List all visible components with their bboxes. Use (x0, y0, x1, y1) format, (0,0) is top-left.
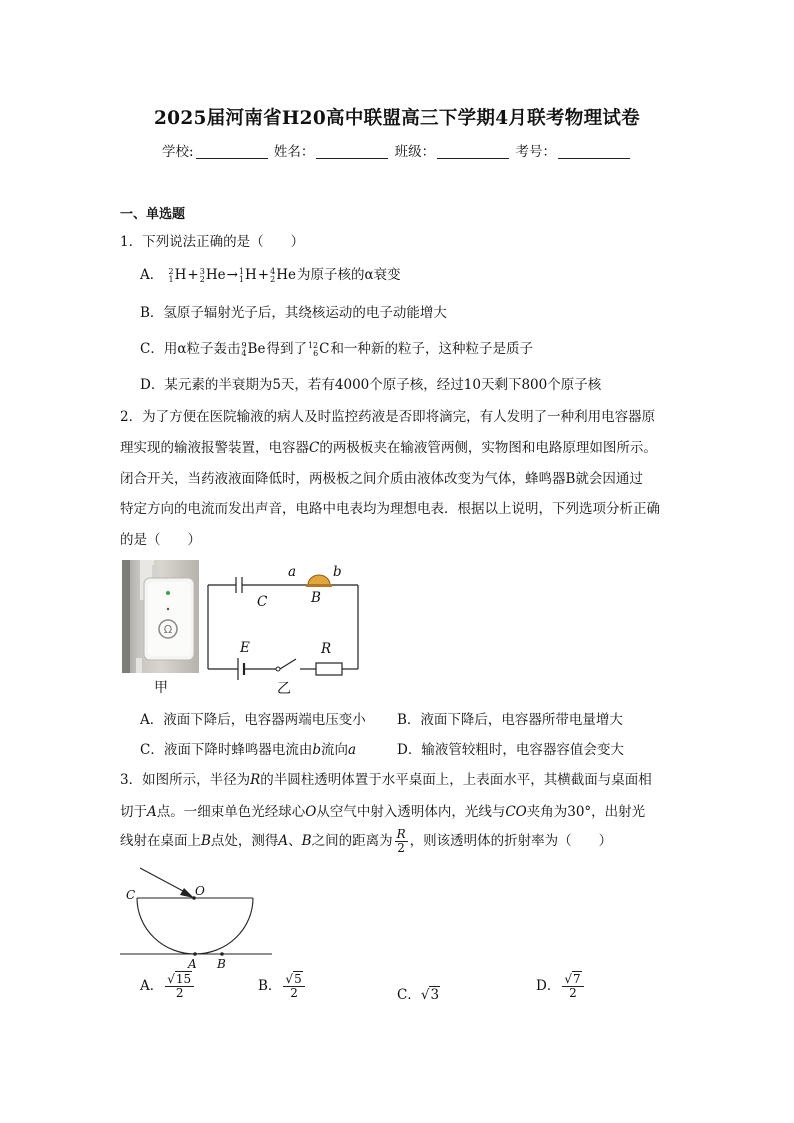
q2-option-c (140, 738, 356, 758)
buzzer-terminal-a-label: a (288, 564, 297, 580)
exam-number-label: 考号： (515, 144, 556, 160)
q3-option-a-frac: $\frac{√15}{2}$ (165, 973, 194, 1000)
q2-line-2 (120, 436, 657, 456)
q3-point-b-2: B (301, 833, 312, 849)
q2-line-5: 的是（ ） (120, 532, 201, 548)
q3-option-d (536, 973, 586, 1000)
q3-option-c-radicand: 3 (430, 987, 440, 1003)
q3-option-d-radicand: 7 (572, 972, 581, 986)
q3-option-c-sqrt: √3 (420, 987, 440, 1003)
q3-frac-num: R (396, 827, 406, 841)
q3-option-c-label: C． (397, 987, 421, 1003)
q3-fraction-r-over-2 (395, 828, 408, 855)
q3-option-d-label: D． (536, 978, 561, 994)
nuclide-he4: 4 2 He (270, 266, 296, 284)
q3-option-b (258, 973, 307, 1000)
q3-option-c (397, 983, 440, 1003)
school-blank (196, 144, 268, 159)
infusion-device-photo (122, 560, 199, 673)
q3-option-d-den: 2 (569, 986, 577, 1000)
q3-point-a-2: A (278, 833, 289, 849)
q2-option-c-pre: C．液面下降时蜂鸣器电流由 (140, 742, 313, 758)
exam-title: 2025届河南省H20高中联盟高三下学期4月联考物理试卷 (154, 108, 640, 129)
class-blank (437, 144, 509, 159)
semicircle-diagram (118, 860, 278, 970)
nuclide-be9: 9 4 Be (241, 340, 266, 358)
capacitor-label: C (257, 594, 268, 610)
q1-option-b: B．氢原子辐射光子后，其绕核运动的电子动能增大 (140, 305, 447, 321)
q3-figure-label-b: B (217, 957, 226, 971)
q2-option-c-mid: 流向 (321, 742, 348, 758)
school-label: 学校: (162, 144, 194, 160)
buzzer-label: B (311, 590, 321, 606)
battery-label: E (240, 640, 250, 656)
resistor-label: R (321, 641, 332, 657)
q3-option-a-radicand: 15 (175, 972, 192, 986)
nuclide-c12: 12 6 C (307, 340, 330, 358)
figure-label-yi: 乙 (277, 681, 291, 697)
q3-line-3b: 点处，测得 (210, 833, 279, 849)
q3-line-3c: 、 (288, 833, 302, 849)
q3-option-b-den: 2 (290, 986, 298, 1000)
q1-option-c-prefix: C．用α粒子轰击 (140, 341, 241, 357)
buzzer-terminal-b-label: b (333, 564, 342, 580)
figure-label-jia: 甲 (154, 680, 168, 696)
q3-frac-den: 2 (397, 841, 405, 855)
q1-option-c-suffix: 和一种新的粒子，这种粒子是质子 (330, 341, 533, 357)
q3-point-o: O (305, 804, 317, 820)
q3-figure-label-o: O (195, 884, 205, 898)
q3-line-3a: 线射在桌面上 (120, 833, 201, 849)
svg-text:Ω: Ω (163, 623, 173, 636)
q3-line-1 (120, 768, 652, 788)
q1-option-c (140, 337, 533, 358)
q3-segment-co: CO (505, 804, 527, 820)
q3-radius-symbol: R (250, 772, 261, 788)
q1-stem: 1．下列说法正确的是（ ） (120, 234, 305, 250)
circuit-diagram (200, 558, 370, 698)
q2-line-3: 闭合开关，当药液液面降低时，两极板之间介质由液体改变为气体，蜂鸣器B就会因通过 (120, 471, 643, 487)
q2-option-c-a: a (348, 742, 357, 758)
q3-option-b-radicand: 5 (294, 972, 302, 986)
nuclide-he3: 3 2 He (199, 266, 226, 284)
q3-option-d-frac: $\frac{√7}{2}$ (562, 973, 583, 1000)
q2-option-a: A．液面下降后，电容器两端电压变小 (140, 712, 366, 728)
exam-number-blank (558, 144, 630, 159)
q2-option-d: D．输液管较粗时，电容器容值会变大 (397, 742, 624, 758)
q3-option-a-label: A． (140, 978, 164, 994)
q1-option-a: A． 2 1 H+ 3 2 He→ 1 1 H+ 4 2 He为原子核的α衰变 (140, 266, 401, 284)
q3-line-2b: 点。一细束单色光经球心 (156, 804, 306, 820)
section-heading: 一、单选题 (120, 207, 186, 222)
q3-figure-label-a: A (188, 957, 197, 971)
class-label: 班级： (394, 144, 436, 160)
q3-point-a: A (147, 804, 157, 820)
q1-option-c-mid: 得到了 (266, 341, 307, 357)
q3-line-1a: 3．如图所示，半径为 (120, 772, 251, 788)
q1-option-a-label: A． (140, 267, 164, 283)
q2-line-4: 特定方向的电流而发出声音，电路中电表均为理想电表．根据以上说明，下列选项分析正确 (120, 501, 660, 517)
q3-option-a (140, 973, 196, 1000)
q2-line-1: 2．为了方便在医院输液的病人及时监控药液是否即将滴完，有人发明了一种利用电容器原 (120, 409, 656, 425)
nuclide-h2: 2 1 H (168, 266, 187, 284)
q3-line-1b: 的半圆柱透明体置于水平桌面上，上表面水平，其横截面与桌面相 (260, 772, 652, 788)
q3-line-3d: 之间的距离为 (311, 833, 393, 849)
q3-line-2a: 切于 (120, 804, 147, 820)
q3-line-3 (120, 828, 612, 855)
q3-option-a-den: 2 (175, 986, 184, 1000)
q2-capacitor-symbol: C (309, 440, 320, 456)
q3-line-3e: ，则该透明体的折射率为（ ） (409, 833, 613, 849)
q3-option-b-frac: $\frac{√5}{2}$ (283, 973, 304, 1000)
q2-option-b: B．液面下降后，电容器所带电量增大 (397, 712, 623, 728)
student-info-line (0, 140, 794, 160)
name-label: 姓名： (273, 144, 315, 160)
q3-option-b-label: B． (258, 978, 282, 994)
q3-line-2 (120, 800, 645, 820)
q1-option-d: D．某元素的半衰期为5天，若有4000个原子核，经过10天剩下800个原子核 (140, 377, 602, 393)
nuclide-h1: 1 1 H (238, 266, 257, 284)
name-blank (316, 144, 388, 159)
q2-option-c-b: b (312, 742, 321, 758)
q3-line-2c: 从空气中射入透明体内，光线与 (316, 804, 506, 820)
q3-point-b: B (201, 833, 211, 849)
q3-figure-label-c: C (126, 888, 136, 902)
q2-line-2b: 的两极板夹在输液管两侧，实物图和电路原理如图所示。 (319, 440, 657, 456)
q2-line-2a: 理实现的输液报警装置，电容器 (120, 440, 309, 456)
q3-line-2d: 夹角为30°，出射光 (526, 804, 646, 820)
q1-option-a-text: 为原子核的α衰变 (296, 267, 401, 283)
